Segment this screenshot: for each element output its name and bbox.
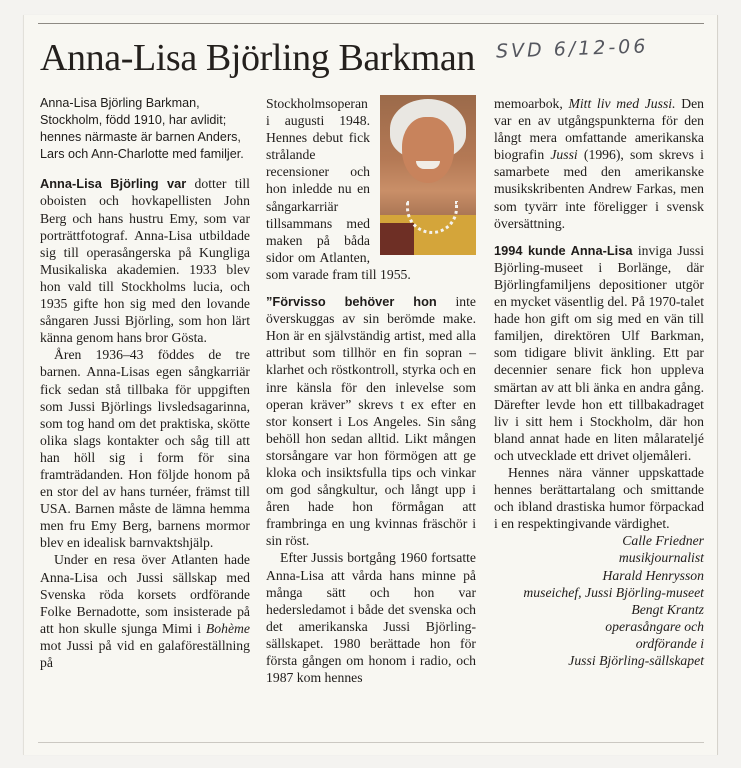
signature-line: operasångare och: [605, 618, 704, 634]
paragraph-text: (1996), som skrevs i samarbete med den amerikanske musikskribenten Andrew Farkas, men som tyvärr inte föreligger i svensk översättning.: [494, 147, 704, 231]
paragraph-text: Den var en av utgångspunkterna för den långt mera omfattande amerikanska biografin: [494, 96, 704, 163]
paragraph-text: Under en resa över Atlanten hade Anna-Lisa och Jussi sällskap med Svenska röda korsets ordförande Folke Bernadotte, som insisterade på att hon skulle sjunga Mimi i: [40, 552, 250, 636]
signature-line: Jussi Björling-sällskapet: [568, 653, 704, 668]
paragraph-text: inte överskuggas av sin berömde make. Hon är en självständig artist, med alla attribut som tillhör en fin sopran – klarhet och röstkontroll, styrka och en inre känsla för den inlevelse som operan kräver” skrevs t ex efter en stor konsert i Los Angeles. Sin sång behöll hon sedan alltid. Likt mången storsångare var hon förmögen att ge kloka och insiktsfulla tips och vinkar om god sångkultur, och långt upp i åren hade hon förmågan att frambringa en ung kvinnas fräschör i sin röst.: [266, 294, 476, 549]
signature-line: Calle Friedner: [622, 533, 704, 549]
paragraph: [266, 293, 476, 549]
signature-line: Bengt Krantz: [631, 601, 704, 617]
column-2: [266, 95, 476, 686]
signature-line: museichef, Jussi Björling-museet: [523, 584, 704, 600]
headline: Anna-Lisa Björling Barkman: [40, 37, 475, 79]
book-title: Mitt liv med Jussi.: [568, 96, 676, 111]
column-3: [494, 95, 704, 669]
paragraph: [494, 242, 704, 464]
paragraph: Åren 1936–43 föddes de tre barnen. Anna-Lisas egen sångkarriär fick sedan stå tillbaka för uppgiften som Jussi Björlings livsledsagarinna, som tog hand om det praktiska, skötte olika slags kontakter och såg till att han höll sig i form för sina framträdanden. Hon följde honom på en stor del av hans turnéer, främst till USA. Barnen måste de lämna hemma men fru Emy Berg, barnens mormor blev en idealisk barnvaktshjälp.: [40, 347, 250, 551]
column-1: [40, 95, 250, 671]
paragraph: Stockholmsoperan i augusti 1948. Hennes debut fick strålande recensioner och hon inledde nu en sångarkarriär tillsammans med maken på båda sidor om Atlanten, som varade fram till 1955.: [266, 96, 411, 282]
paragraph-lead: ”Förvisso behöver hon: [266, 294, 437, 310]
paragraph: [40, 175, 250, 346]
intro-text: Anna-Lisa Björling Barkman, Stockholm, född 1910, har avlidit; hennes närmaste är barnen Anders, Lars och Ann-Charlotte med familjer.: [40, 96, 244, 162]
paragraph-lead: Anna-Lisa Björling var: [40, 176, 187, 192]
top-rule: [38, 23, 704, 24]
opera-title: Bohème: [205, 620, 250, 636]
paragraph: [494, 95, 704, 232]
signature-line: musikjournalist: [618, 550, 704, 566]
paragraph-text: inviga Jussi Björling-museet i Borlänge, där Björlingfamiljens depositioner utgör en mycket väsentlig del. På 1970-talet hade hon gift om sig med en vän till familjen, direktören Ulf Barkman, som tidigare blivit änkling. Ett par decennier senare fick hon uppleva smärtan av att bli änka en andra gång. Därefter levde hon ett tillbakadraget liv i sitt hem i Stockholm, där hon bland annat hade en liten målarateljé och utvecklade ett drivet oljemåleri.: [494, 242, 704, 463]
handwritten-note: SVD 6/12-06: [495, 35, 649, 63]
paragraph-text: mot Jussi på vid en galaföreställning på: [40, 637, 250, 670]
signature-line: Harald Henrysson: [602, 567, 704, 583]
signature-line: ordförande i: [635, 635, 704, 651]
portrait-photo: [380, 95, 476, 255]
paragraph-lead: 1994 kunde Anna-Lisa: [494, 242, 633, 258]
paragraph: Hennes nära vänner uppskattade hennes berättartalang och smittande och ibland drastiska humor förpackad i en respektingivande värdighet.: [494, 464, 704, 532]
paragraph-text: memoarbok,: [494, 96, 569, 111]
paragraph: [40, 551, 250, 671]
paragraph-text: dotter till oboisten och hovkapellisten John Berg och hans hustru Emy, som var porträttfotograf. Anna-Lisa utbildade sig till operasångerska på Kungliga Musikaliska akademien. 1933 blev hon vald till Stockholms lucia, och 1935 gifte hon sig med den lovande sångaren Jussi Björling, som hon lärt känna genom hans bror Gösta.: [40, 176, 250, 346]
bottom-rule: [38, 742, 704, 743]
book-title: Jussi: [550, 147, 578, 163]
paragraph: Efter Jussis bortgång 1960 fortsatte Anna-Lisa att vårda hans minne på många sätt och hon var hedersledamot i både det svenska och det amerikanska Jussi Björling-sällskapet. 1980 berättade hon för första gången om honom i radio, och 1987 kom hennes: [266, 550, 476, 686]
